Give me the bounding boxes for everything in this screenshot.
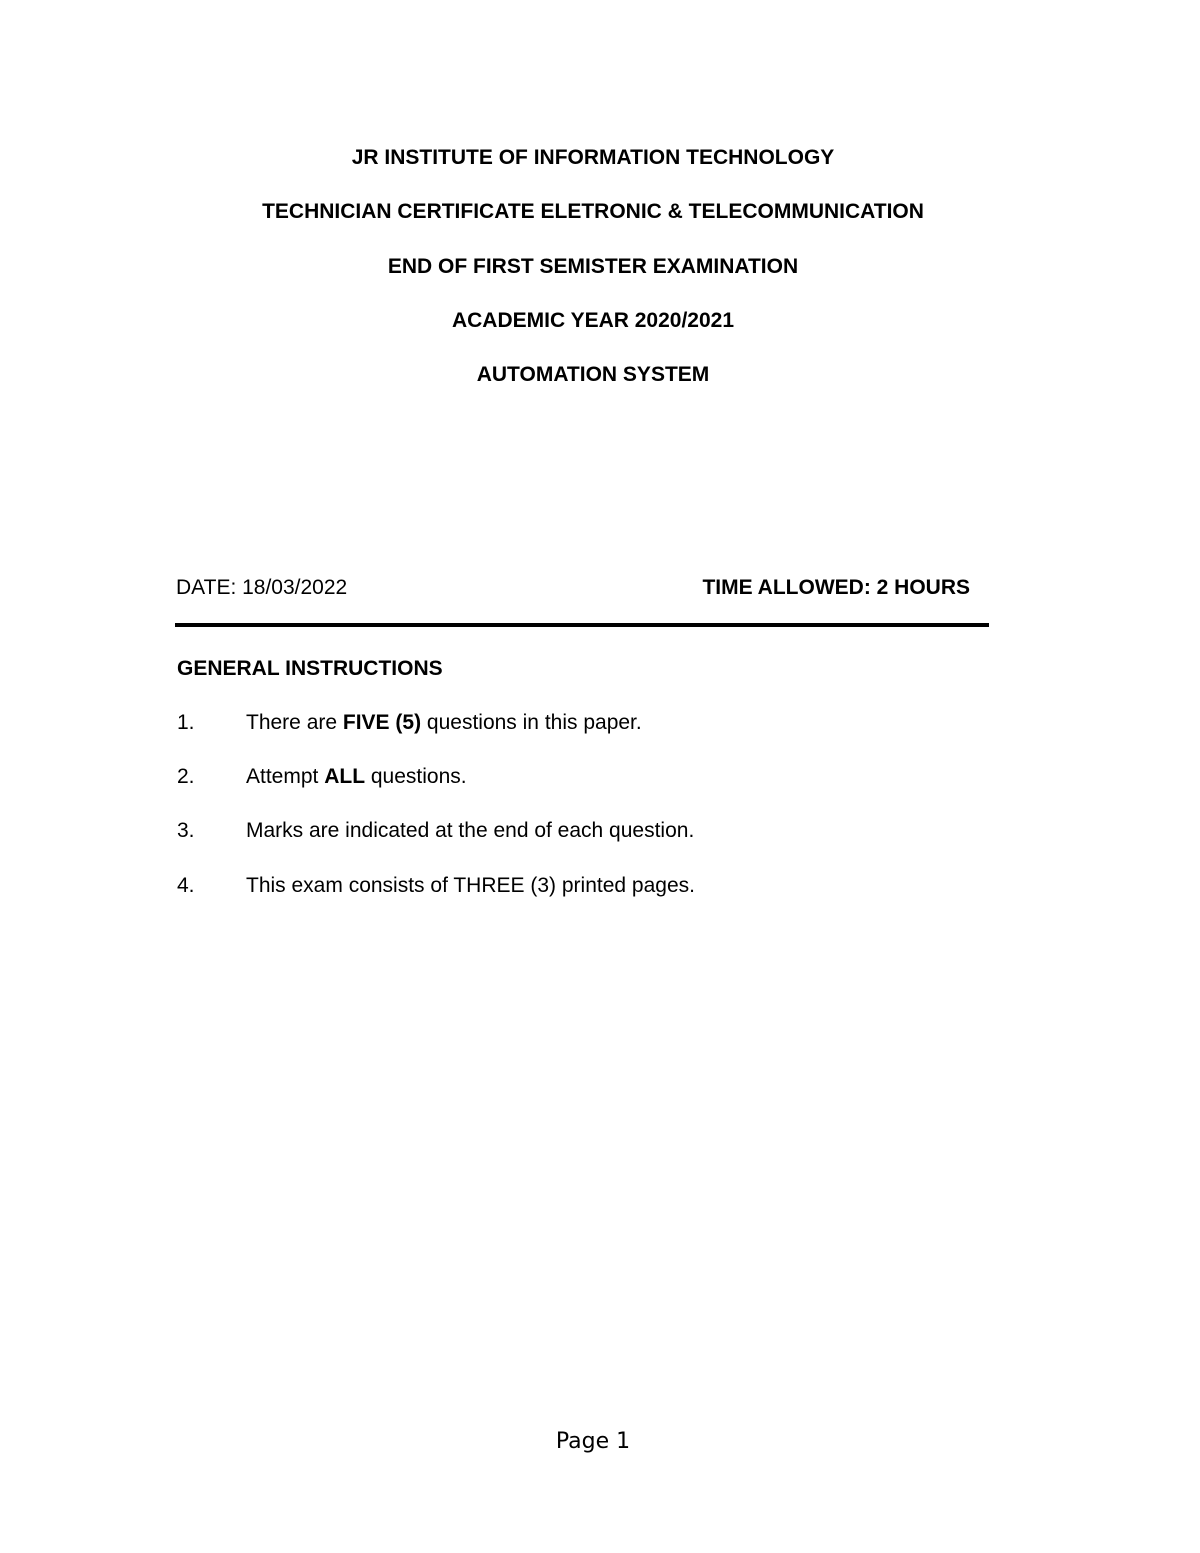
exam-title: END OF FIRST SEMISTER EXAMINATION: [387, 255, 799, 278]
instruction-number: 4.: [177, 874, 195, 897]
exam-meta-row: [176, 576, 970, 602]
horizontal-rule: [175, 623, 989, 627]
instruction-number: 2.: [177, 765, 195, 788]
instruction-text: There are FIVE (5) questions in this paper.: [246, 711, 642, 734]
exam-date: DATE: 18/03/2022: [176, 576, 348, 599]
time-allowed: TIME ALLOWED: 2 HOURS: [702, 576, 970, 599]
instruction-text: Marks are indicated at the end of each question.: [246, 819, 695, 842]
instruction-number: 1.: [177, 711, 195, 734]
instruction-text: Attempt ALL questions.: [246, 765, 467, 788]
instruction-text: This exam consists of THREE (3) printed pages.: [246, 874, 695, 897]
programme-title: TECHNICIAN CERTIFICATE ELETRONIC & TELECOMMUNICATION: [262, 200, 924, 223]
subject-title: AUTOMATION SYSTEM: [476, 363, 710, 386]
instructions-title: GENERAL INSTRUCTIONS: [177, 657, 443, 680]
academic-year: ACADEMIC YEAR 2020/2021: [451, 309, 735, 332]
institute-name: JR INSTITUTE OF INFORMATION TECHNOLOGY: [351, 146, 835, 169]
page-number: Page 1: [555, 1429, 631, 1454]
instruction-number: 3.: [177, 819, 195, 842]
